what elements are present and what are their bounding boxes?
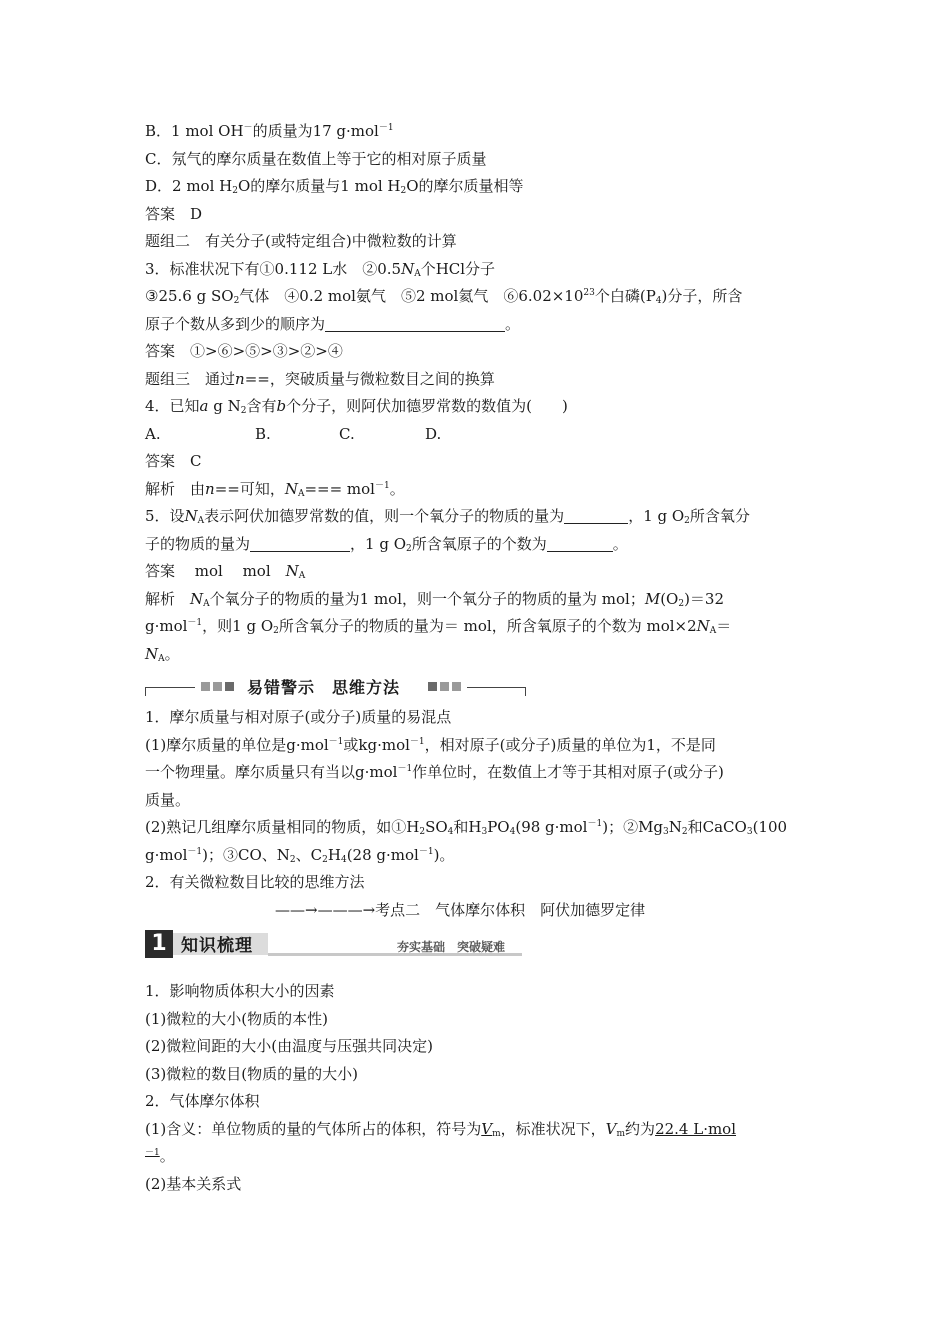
tip-1-title: 1．摩尔质量与相对原子(或分子)质量的易混点 (145, 708, 452, 726)
explanation-5-line-3: $N_A$。 (145, 644, 180, 664)
answer-3: 答案 ①>⑥>⑤>③>②>④ (145, 342, 343, 360)
banner-square (201, 682, 210, 691)
tip-1-line-4: (2)熟记几组摩尔质量相同的物质，如$①H_2SO_4$和$H_3PO_4(98$ g·mol$^{-1}$)；$②Mg_3N_2$和CaCO$_3$(100 (145, 818, 788, 837)
knowledge-7: $^{-1}$。 (145, 1147, 175, 1165)
banner-square (428, 682, 437, 691)
tip-1-line-5: g·mol$^{-1}$)；③CO、$N_2$、$C_2H_4(28$ g·mol$^{-1}$)。 (145, 845, 455, 865)
question-3-line-3: 原子个数从多到少的顺序为 。 (145, 314, 521, 333)
tips-banner (145, 672, 810, 702)
question-4-options (145, 421, 810, 449)
answer-blank[interactable] (250, 535, 350, 552)
option-c: C．氖气的摩尔质量在数值上等于它的相对原子质量 (145, 149, 487, 168)
banner-line-left (145, 687, 195, 688)
section-header (145, 930, 810, 960)
explanation-4: 解析 由n==可知，$N_A=== mol^{-1}$。 (145, 479, 405, 499)
question-5: 5．设$N_A$表示阿伏加德罗常数的值，则一个氧分子的物质的量为 ，1 g $O_2$所含氧分 (145, 507, 750, 526)
banner-square (213, 682, 222, 691)
tip-1-line-1: (1)摩尔质量的单位是g·mol$^{-1}$或kg·mol$^{-1}$，相对原子(或分子)质量的单位为1，不是同 (145, 735, 716, 754)
option-b[interactable]: B. (255, 424, 271, 443)
explanation-5: 解析 $N_A$个氧分子的物质的量为1 mol，则一个氧分子的物质的量为 mol；$M(O_2)=32$ (145, 589, 725, 609)
option-d: D．2 mol $H_2O$的摩尔质量与1 mol $H_2O$的摩尔质量相等 (145, 177, 524, 196)
question-3-line-2: ③25.6 g $SO_2$气体 ④0.2 mol氨气 ⑤2 mol氦气 $⑥6.02\times 10^{23}$个白磷$(P_4)$分子，所含 (145, 287, 743, 306)
answer-1: 答案 D (145, 204, 203, 223)
section-number: 1 (145, 930, 173, 958)
banner-tick-right (525, 687, 526, 696)
question-3: 3．标准状况下有①0.112 L水 $②0.5N_A$个HCl分子 (145, 259, 496, 279)
answer-blank[interactable] (564, 507, 628, 524)
banner-line-right (467, 687, 525, 688)
explanation-5-line-2: g·mol$^{-1}$，则1 g $O_2$所含氧分子的物质的量为＝ mol，所含氧原子的个数为 $mol\times 2N_A=$ (145, 617, 732, 636)
answer-blank[interactable] (325, 315, 505, 332)
knowledge-2: (1)微粒的大小(物质的本性) (145, 1009, 328, 1028)
answer-4: 答案 C (145, 452, 202, 470)
option-a[interactable]: A. (145, 424, 161, 443)
group-2-title: 题组二 有关分子(或特定组合)中微粒数的计算 (145, 232, 457, 250)
tip-1-line-2: 一个物理量。摩尔质量只有当以g·mol$^{-1}$作单位时，在数值上才等于其相对原子(或分子) (145, 763, 724, 781)
knowledge-8: (2)基本关系式 (145, 1174, 242, 1193)
answer-5: 答案 mol mol $N_A$ (145, 562, 306, 581)
knowledge-6: (1)含义：单位物质的量的气体所占的体积，符号为$V_m$，标准状况下，$V_m$约为22.4 L·mol (145, 1119, 737, 1139)
question-4: 4．已知a g $N_2$含有b个分子，则阿伏加德罗常数的数值为( ) (145, 397, 568, 416)
tip-2-title: 2．有关微粒数目比较的思维方法 (145, 873, 365, 891)
answer-blank[interactable] (547, 535, 613, 552)
knowledge-4: (3)微粒的数目(物质的量的大小) (145, 1064, 358, 1083)
knowledge-3: (2)微粒间距的大小(由温度与压强共同决定) (145, 1037, 433, 1055)
banner-square (452, 682, 461, 691)
banner-square (440, 682, 449, 691)
option-d[interactable]: D. (425, 424, 442, 443)
document-page (145, 118, 810, 1198)
option-b: B．1 mol OH－的质量为17 g·mol$^{-1}$ (145, 122, 394, 140)
group-3-title: 题组三 通过n==，突破质量与微粒数目之间的换算 (145, 369, 495, 388)
arrow-line: ——→———→考点二 气体摩尔体积 阿伏加德罗定律 (275, 900, 646, 919)
banner-square (225, 682, 234, 691)
banner-title: 易错警示 思维方法 (247, 678, 401, 697)
knowledge-1: 1．影响物质体积大小的因素 (145, 982, 335, 1000)
section-title: 知识梳理 (181, 936, 253, 956)
section-tag: 夯实基础 突破疑难 (397, 940, 506, 954)
banner-tick-left (145, 687, 146, 696)
knowledge-5: 2．气体摩尔体积 (145, 1092, 260, 1110)
tip-1-line-3: 质量。 (145, 790, 191, 809)
question-5-line-2: 子的物质的量为 ，1 g $O_2$所含氧原子的个数为 。 (145, 534, 628, 554)
option-c[interactable]: C. (339, 424, 355, 443)
